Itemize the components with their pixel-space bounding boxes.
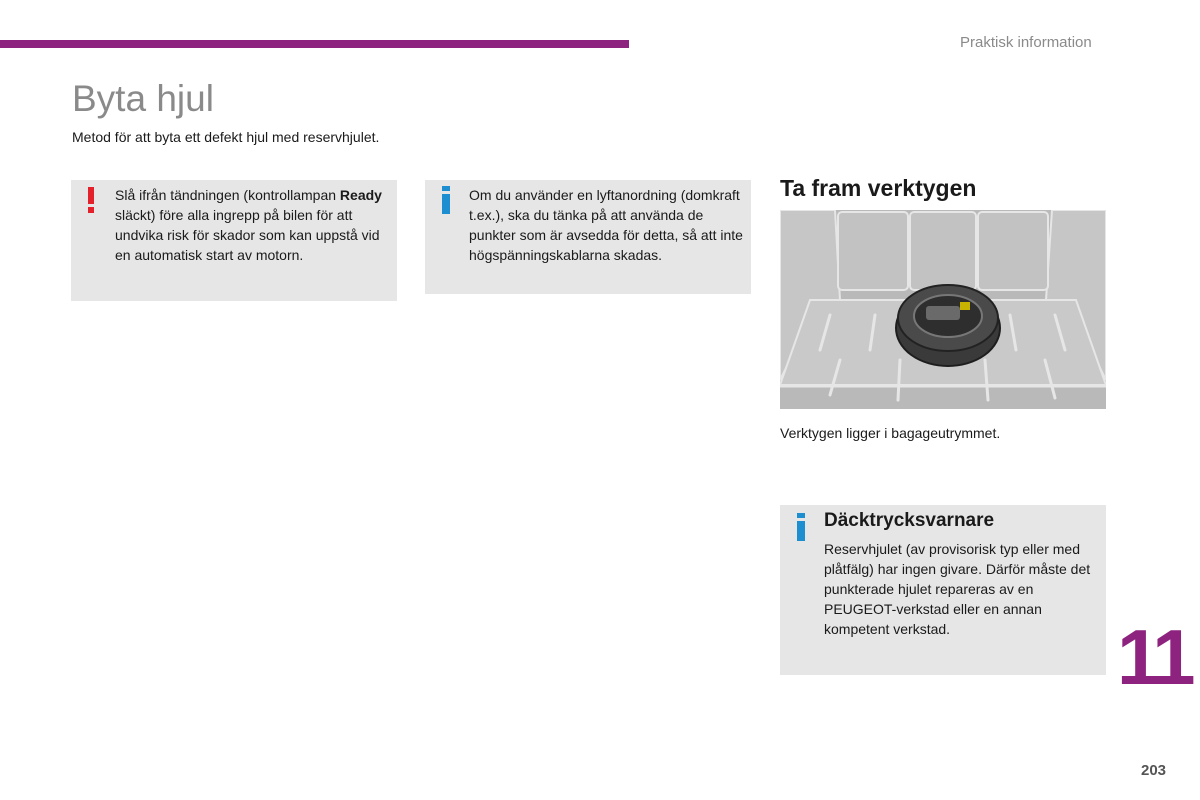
page-number: 203 <box>1141 762 1167 779</box>
warning-text-line2: släckt) före alla ingrepp på bilen för att undvika risk för skador som kan uppstå vid en automatisk start av motorn. <box>115 207 380 263</box>
tools-section-title: Ta fram verktygen <box>780 175 977 201</box>
warning-icon <box>83 186 99 214</box>
tools-caption: Verktygen ligger i bagageutrymmet. <box>780 425 1001 441</box>
section-header: Praktisk information <box>960 34 1092 51</box>
info-note <box>425 180 751 294</box>
warning-note-text <box>115 185 390 265</box>
tpms-note <box>780 505 1106 675</box>
info-icon <box>796 513 806 541</box>
page-title: Byta hjul <box>72 78 214 119</box>
warning-text-line1: Slå ifrån tändningen (kontrollampan <box>115 187 337 203</box>
info-icon <box>441 186 451 214</box>
info-note-text: Om du använder en lyftanordning (domkraft t.ex.), ska du tänka på att använda de punkter som är avsedda för detta, så att inte högspänningskablarna skadas. <box>469 187 743 263</box>
header-accent-bar <box>0 40 629 48</box>
warning-note <box>71 180 397 301</box>
trunk-spare-wheel-illustration <box>780 210 1106 409</box>
warning-text-bold: Ready <box>339 187 382 203</box>
chapter-number: 11 <box>1117 613 1192 701</box>
intro-text: Metod för att byta ett defekt hjul med reservhjulet. <box>72 129 380 145</box>
tpms-note-title: Däcktrycksvarnare <box>824 510 995 531</box>
tpms-note-text: Reservhjulet (av provisorisk typ eller med plåtfälg) har ingen givare. Därför måste det punkterade hjulet repareras av en PEUGEOT-verkstad eller en annan kompetent verkstad. <box>824 541 1091 637</box>
